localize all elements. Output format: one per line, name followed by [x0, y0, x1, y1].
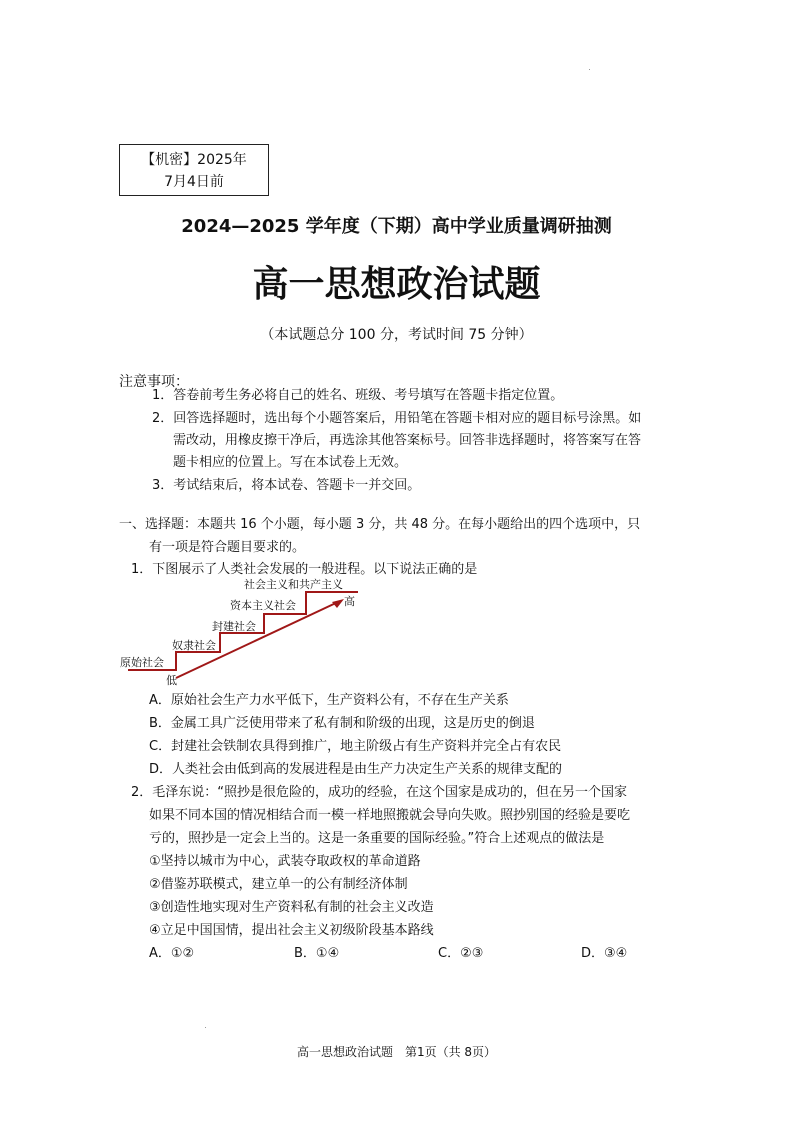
- question-1-option-d: D．人类社会由低到高的发展进程是由生产力决定生产关系的规律支配的: [149, 762, 563, 777]
- confidential-line-1: 【机密】2025年: [141, 152, 247, 168]
- notice-item-3: 3．考试结束后，将本试卷、答题卡一并交回。: [152, 478, 421, 493]
- stage-label-capitalist: 资本主义社会: [230, 599, 296, 612]
- section-1-instructions: 一、选择题：本题共 16 个小题，每小题 3 分，共 48 分。在每小题给出的四个选项中，只: [119, 517, 641, 532]
- question-2-option-d: D．③④: [581, 946, 628, 961]
- exam-subtitle: 2024—2025 学年度（下期）高中学业质量调研抽测: [181, 216, 612, 237]
- question-2-stem-cont-2: 亏的，照抄是一定会上当的。这是一条重要的国际经验。”符合上述观点的做法是: [149, 831, 605, 846]
- question-2-stem-cont-1: 如果不同本国的情况相结合而一模一样地照搬就会导向失败。照抄别国的经验是要吃: [149, 808, 631, 823]
- progress-arrowhead: [332, 599, 344, 608]
- score-info: （本试题总分 100 分，考试时间 75 分钟）: [260, 327, 533, 343]
- section-1-instructions-cont: 有一项是符合题目要求的。: [149, 540, 306, 555]
- question-1-option-c: C．封建社会铁制农具得到推广，地主阶级占有生产资料并完全占有农民: [149, 739, 562, 754]
- stage-label-socialist: 社会主义和共产主义: [244, 578, 343, 591]
- social-development-diagram: [118, 578, 368, 686]
- question-2-option-c: C．②③: [438, 946, 484, 961]
- notice-item-2-cont-2: 题卡相应的位置上。写在本试卷上无效。: [173, 455, 408, 470]
- low-label: 低: [166, 674, 177, 686]
- question-2-option-a: A．①②: [149, 946, 195, 961]
- stage-label-primitive: 原始社会: [120, 656, 164, 669]
- confidential-line-2: 7月4日前: [164, 174, 224, 190]
- high-label: 高: [344, 595, 355, 608]
- stage-label-slave: 奴隶社会: [172, 639, 216, 652]
- question-2-item-3: ③创造性地实现对生产资料私有制的社会主义改造: [149, 900, 434, 915]
- question-2-item-4: ④立足中国国情，提出社会主义初级阶段基本路线: [149, 923, 434, 938]
- exam-title: 高一思想政治试题: [252, 263, 541, 305]
- scan-speck: [589, 69, 590, 70]
- page-footer: 高一思想政治试题 第1页（共 8页）: [296, 1045, 497, 1059]
- question-2-item-1: ①坚持以城市为中心，武装夺取政权的革命道路: [149, 854, 421, 869]
- question-2-stem: 2．毛泽东说：“照抄是很危险的，成功的经验，在这个国家是成功的，但在另一个国家: [131, 785, 628, 800]
- question-1-stem: 1．下图展示了人类社会发展的一般进程。以下说法正确的是: [131, 562, 478, 577]
- question-2-item-2: ②借鉴苏联模式，建立单一的公有制经济体制: [149, 877, 408, 892]
- notice-item-1: 1．答卷前考生务必将自己的姓名、班级、考号填写在答题卡指定位置。: [152, 388, 564, 403]
- notice-item-2: 2．回答选择题时，选出每个小题答案后，用铅笔在答题卡相对应的题目标号涂黑。如: [152, 411, 642, 426]
- notice-heading: 注意事项：: [119, 374, 189, 390]
- question-1-option-b: B．金属工具广泛使用带来了私有制和阶级的出现，这是历史的倒退: [149, 716, 535, 731]
- question-1-option-a: A．原始社会生产力水平低下，生产资料公有，不存在生产关系: [149, 693, 509, 708]
- stage-label-feudal: 封建社会: [212, 620, 256, 633]
- notice-item-2-cont-1: 需改动，用橡皮擦干净后，再选涂其他答案标号。回答非选择题时，将答案写在答: [173, 433, 642, 448]
- question-2-option-b: B．①④: [294, 946, 340, 961]
- scan-speck: [205, 1027, 206, 1028]
- confidential-box: [119, 144, 269, 196]
